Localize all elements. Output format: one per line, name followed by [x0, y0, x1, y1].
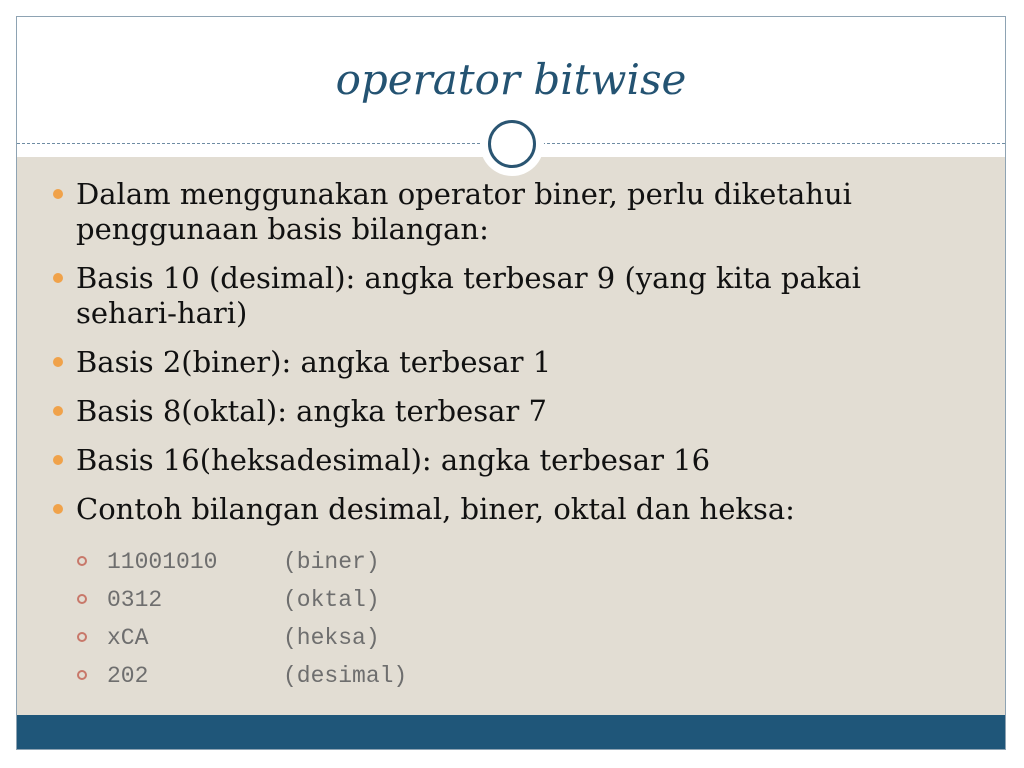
sub-bullet-circle-icon	[77, 632, 87, 642]
sub-bullet-circle-icon	[77, 594, 87, 604]
example-label: (oktal)	[283, 587, 380, 613]
sub-bullet-item	[77, 543, 407, 581]
bullet-text: Dalam menggunakan operator biner, perlu diketahui penggunaan basis bilangan:	[76, 177, 852, 246]
sub-bullet-list	[77, 543, 407, 695]
bullet-item	[53, 492, 953, 527]
sub-bullet-item	[77, 657, 407, 695]
bullet-text: Basis 8(oktal): angka terbesar 7	[76, 394, 547, 428]
example-value: 202	[107, 663, 149, 689]
bullet-text: Basis 2(biner): angka terbesar 1	[76, 345, 552, 379]
slide-title: operator bitwise	[335, 55, 687, 104]
sub-bullet-item	[77, 581, 407, 619]
bullet-item	[53, 345, 953, 380]
bullet-text: Basis 10 (desimal): angka terbesar 9 (yang kita pakai sehari-hari)	[76, 261, 861, 330]
example-value: 11001010	[107, 549, 218, 575]
example-label: (biner)	[283, 549, 380, 575]
bullet-dot-icon	[53, 406, 63, 416]
bullet-dot-icon	[53, 189, 63, 199]
divider-ring-icon	[480, 112, 544, 176]
bullet-dot-icon	[53, 504, 63, 514]
example-label: (desimal)	[283, 663, 408, 689]
bullet-item	[53, 443, 953, 478]
sub-bullet-circle-icon	[77, 556, 87, 566]
bullet-item	[53, 261, 953, 331]
bullet-list	[53, 177, 953, 541]
sub-bullet-circle-icon	[77, 670, 87, 680]
bullet-item	[53, 394, 953, 429]
example-value: xCA	[107, 625, 149, 651]
example-value: 0312	[107, 587, 163, 613]
ring-outer	[488, 120, 536, 168]
bullet-dot-icon	[53, 357, 63, 367]
bullet-item	[53, 177, 953, 247]
bullet-text: Basis 16(heksadesimal): angka terbesar 16	[76, 443, 711, 477]
bullet-text: Contoh bilangan desimal, biner, oktal dan heksa:	[76, 492, 795, 526]
slide	[16, 16, 1006, 750]
bullet-dot-icon	[53, 455, 63, 465]
sub-bullet-item	[77, 619, 407, 657]
footer-bar	[17, 715, 1005, 750]
example-label: (heksa)	[283, 625, 380, 651]
bullet-dot-icon	[53, 273, 63, 283]
